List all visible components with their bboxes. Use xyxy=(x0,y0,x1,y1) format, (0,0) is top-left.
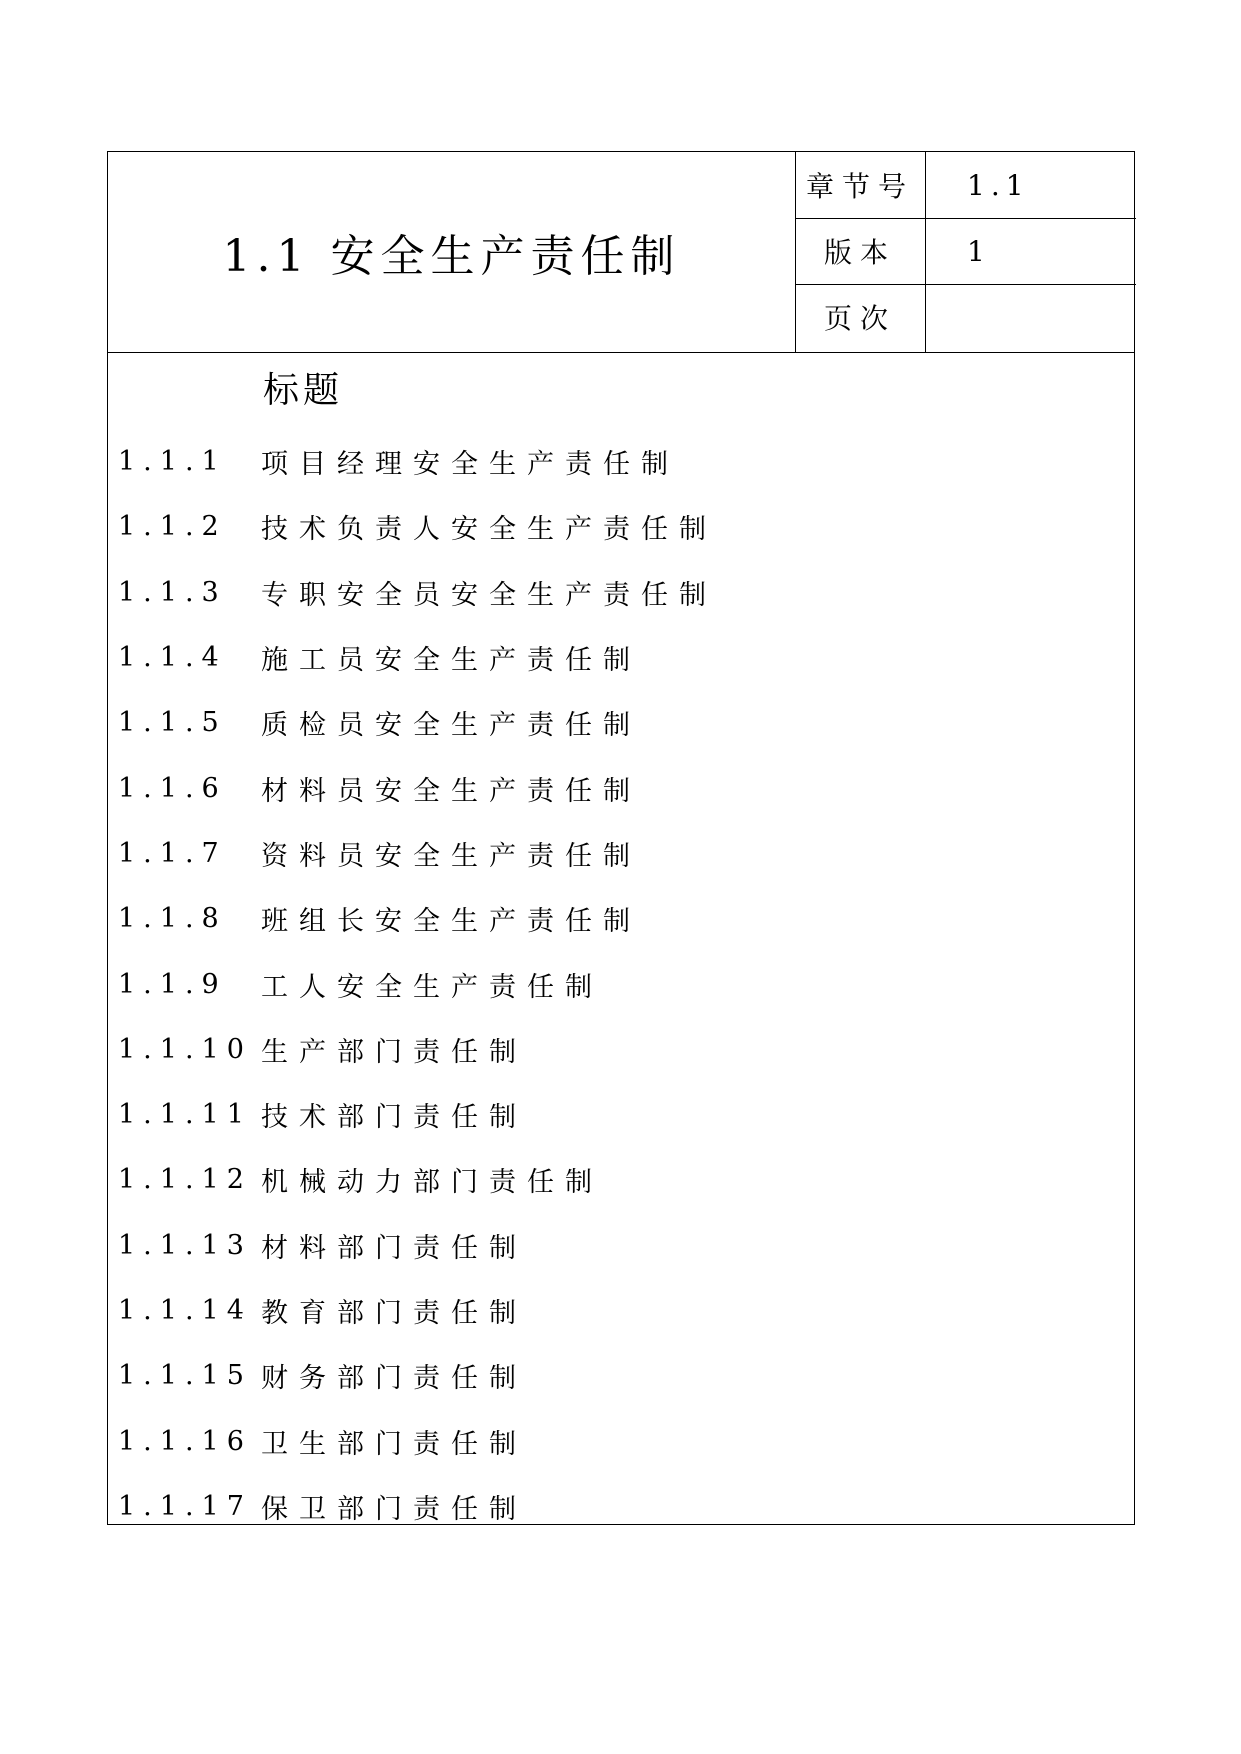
toc-item xyxy=(118,690,717,755)
toc-item-number: 1.1.5 xyxy=(118,707,227,739)
toc-item-title: 教育部门责任制 xyxy=(261,1298,527,1329)
chapter-value: 1.1 xyxy=(967,168,1030,202)
toc-item-title: 工人安全生产责任制 xyxy=(261,971,603,1003)
toc-item-title: 材料员安全生产责任制 xyxy=(261,775,641,807)
toc-item-number: 1.1.3 xyxy=(118,576,227,608)
toc-item-number: 1.1.16 xyxy=(118,1425,252,1457)
toc-item-number: 1.1.15 xyxy=(118,1360,252,1392)
document-title: 1.1 安全生产责任制 xyxy=(222,231,681,282)
toc-item xyxy=(118,951,717,1016)
document-frame xyxy=(107,151,1135,1525)
header-bottom-divider xyxy=(108,352,1134,353)
toc-item-number: 1.1.2 xyxy=(118,511,227,543)
toc-item-title: 机械动力部门责任制 xyxy=(261,1167,603,1199)
toc-item-title: 技术部门责任制 xyxy=(261,1102,527,1134)
toc-item-title: 技术负责人安全生产责任制 xyxy=(261,514,717,546)
chapter-label: 章节号 xyxy=(805,170,914,203)
toc-item xyxy=(118,755,717,820)
toc-item xyxy=(118,429,717,494)
toc-item xyxy=(118,1017,717,1082)
toc-item xyxy=(118,1408,717,1473)
toc-item-number: 1.1.11 xyxy=(118,1099,252,1131)
toc-item-title: 保卫部门责任制 xyxy=(261,1493,527,1525)
toc-item xyxy=(118,1474,717,1539)
toc-item-number: 1.1.4 xyxy=(118,642,227,674)
toc-item-number: 1.1.17 xyxy=(118,1490,252,1522)
toc-item-title: 施工员安全生产责任制 xyxy=(261,645,641,677)
toc-item-number: 1.1.8 xyxy=(118,903,227,935)
toc-item xyxy=(118,1082,717,1147)
toc-item xyxy=(118,1343,717,1408)
toc-item xyxy=(118,886,717,951)
toc-item xyxy=(118,1213,717,1278)
toc-item-title: 班组长安全生产责任制 xyxy=(261,906,641,938)
toc-item xyxy=(118,821,717,886)
toc-item-number: 1.1.13 xyxy=(118,1229,252,1261)
toc-item-number: 1.1.7 xyxy=(118,837,227,869)
toc-item xyxy=(118,1147,717,1212)
toc-item xyxy=(118,1278,717,1343)
toc-item-title: 项目经理安全生产责任制 xyxy=(261,449,679,481)
toc-item-number: 1.1.14 xyxy=(118,1295,252,1326)
page-label: 页次 xyxy=(823,302,896,335)
toc-item-number: 1.1.1 xyxy=(118,446,227,478)
page-value xyxy=(925,284,1136,350)
toc-item-number: 1.1.9 xyxy=(118,968,227,1000)
toc-item-number: 1.1.6 xyxy=(118,772,227,804)
toc-item xyxy=(118,625,717,690)
version-value: 1 xyxy=(967,234,991,268)
toc-heading: 标题 xyxy=(263,370,344,411)
toc-list xyxy=(118,429,717,1539)
toc-item-title: 资料员安全生产责任制 xyxy=(261,840,641,872)
toc-item xyxy=(118,560,717,625)
toc-item-title: 财务部门责任制 xyxy=(261,1363,527,1395)
toc-item-title: 卫生部门责任制 xyxy=(261,1428,527,1460)
toc-item-title: 质检员安全生产责任制 xyxy=(261,710,641,742)
toc-item-number: 1.1.12 xyxy=(118,1164,252,1196)
toc-item-title: 材料部门责任制 xyxy=(261,1232,527,1264)
toc-item-title: 专职安全员安全生产责任制 xyxy=(261,579,717,611)
toc-item xyxy=(118,494,717,559)
toc-item-number: 1.1.10 xyxy=(118,1033,252,1065)
toc-item-title: 生产部门责任制 xyxy=(261,1036,527,1068)
version-label: 版本 xyxy=(823,236,896,269)
